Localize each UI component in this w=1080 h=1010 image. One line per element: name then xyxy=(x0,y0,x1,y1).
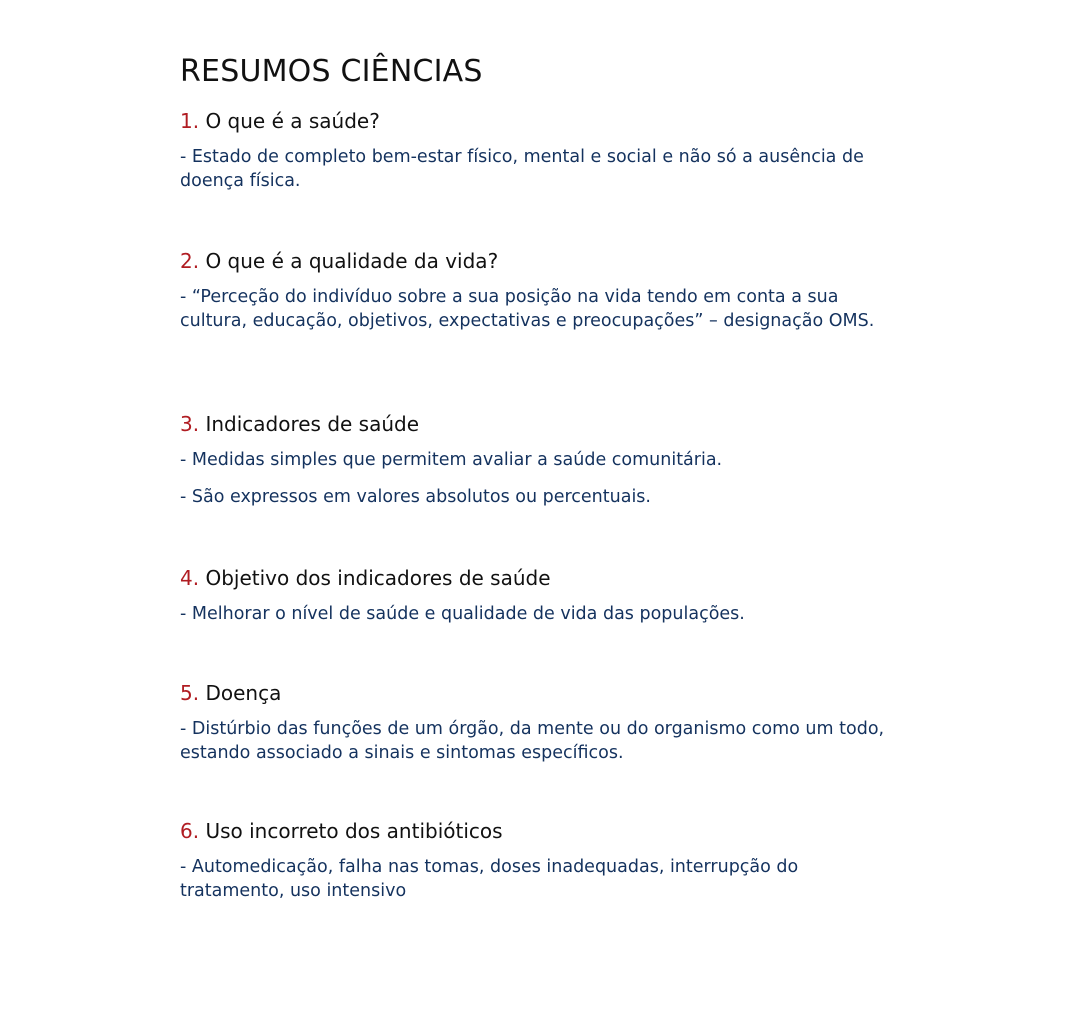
section-number: 4. xyxy=(180,566,200,590)
section-indicator-goals xyxy=(180,565,910,627)
section-paragraph: - Melhorar o nível de saúde e qualidade de vida das populações. xyxy=(180,604,745,624)
section-paragraph: - Estado de completo bem-estar físico, mental e social e não só a ausência de doença física. xyxy=(180,147,864,191)
page-title: RESUMOS CIÊNCIAS xyxy=(180,54,483,89)
section-heading-text: Doença xyxy=(205,681,282,705)
section-heading-text: Indicadores de saúde xyxy=(205,412,420,436)
section-heading xyxy=(180,818,910,844)
section-heading-text: Objetivo dos indicadores de saúde xyxy=(205,566,551,590)
section-what-is-health xyxy=(180,108,910,193)
section-heading-text: O que é a qualidade da vida? xyxy=(205,249,499,273)
section-heading xyxy=(180,680,910,706)
section-heading-text: Uso incorreto dos antibióticos xyxy=(205,819,503,843)
section-quality-of-life xyxy=(180,248,910,333)
section-heading xyxy=(180,411,910,437)
section-heading xyxy=(180,565,910,591)
section-number: 3. xyxy=(180,412,200,436)
section-number: 6. xyxy=(180,819,200,843)
section-paragraph: - Medidas simples que permitem avaliar a saúde comunitária. xyxy=(180,450,723,470)
section-number: 5. xyxy=(180,681,200,705)
section-heading-text: O que é a saúde? xyxy=(205,109,380,133)
section-health-indicators xyxy=(180,411,910,509)
section-heading xyxy=(180,248,910,274)
section-number: 2. xyxy=(180,249,200,273)
section-heading xyxy=(180,108,910,134)
section-disease xyxy=(180,680,910,765)
section-paragraph: - São expressos em valores absolutos ou percentuais. xyxy=(180,486,651,507)
section-paragraph: - “Perceção do indivíduo sobre a sua posição na vida tendo em conta a sua cultura, educação, objetivos, expectativas e preocupações” – designação OMS. xyxy=(180,287,875,331)
section-paragraph: - Automedicação, falha nas tomas, doses inadequadas, interrupção do tratamento, uso intensivo xyxy=(180,857,799,901)
section-number: 1. xyxy=(180,109,200,133)
section-antibiotic-misuse xyxy=(180,818,910,903)
section-paragraph: - Distúrbio das funções de um órgão, da mente ou do organismo como um todo, estando associado a sinais e sintomas específicos. xyxy=(180,719,885,763)
